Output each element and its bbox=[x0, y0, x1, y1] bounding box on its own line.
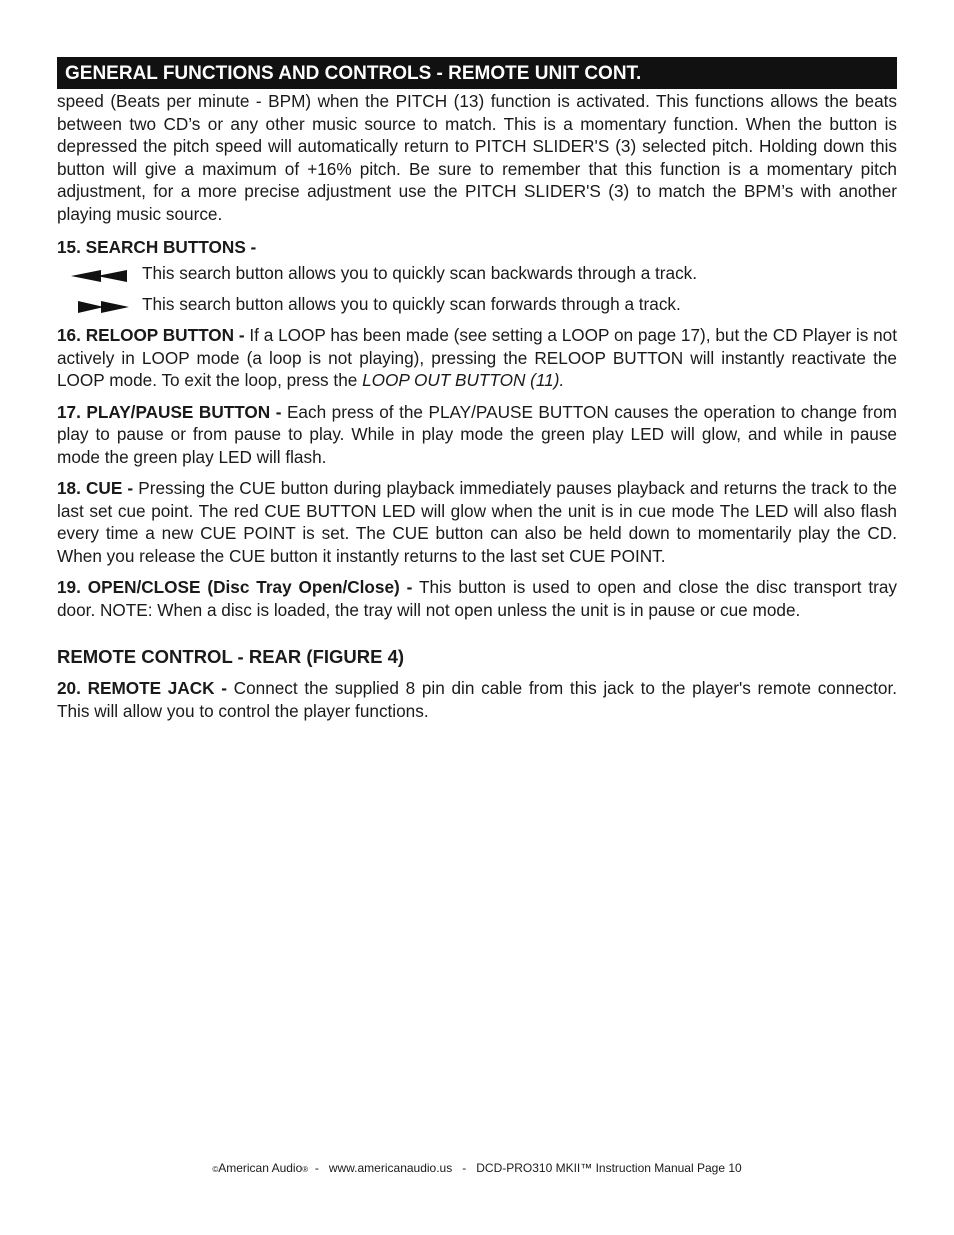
rear-heading: REMOTE CONTROL - REAR (FIGURE 4) bbox=[57, 646, 405, 667]
search-forward-row bbox=[57, 293, 897, 315]
registered-symbol: ® bbox=[302, 1165, 309, 1174]
search-back-row bbox=[57, 262, 897, 284]
footer-brand: American Audio bbox=[218, 1161, 303, 1175]
cue-text: Pressing the CUE button during playback immediately pauses playback and returns the track to the last set cue point. The red CUE BUTTON LED will glow when the unit is in cue mode The LED will also flash every time a new CUE POINT is set. The CUE button can also be held down to momentarily play the CD. When you release the CUE button it instantly returns to the last set CUE POINT. bbox=[57, 478, 897, 566]
cue-paragraph bbox=[57, 477, 897, 567]
play-pause-paragraph bbox=[57, 401, 897, 469]
search-buttons-heading: 15. SEARCH BUTTONS - bbox=[57, 237, 257, 257]
copyright-symbol: © bbox=[212, 1165, 219, 1174]
fast-forward-icon bbox=[71, 297, 129, 319]
remote-jack-paragraph bbox=[57, 677, 897, 722]
reloop-text: If a LOOP has been made (see setting a LOOP on page 17), but the CD Player is not actively in LOOP mode (a loop is not playing), pressing the RELOOP BUTTON will instantly reactivate the LOOP mode. To exit the loop, press the bbox=[57, 325, 897, 390]
play-pause-text: Each press of the PLAY/PAUSE BUTTON causes the operation to change from play to pause or from pause to play. While in play mode the green play LED will glow, and while in pause mode the green play LED will flash. bbox=[57, 401, 898, 467]
page-footer bbox=[0, 1161, 954, 1175]
remote-jack-text: Connect the supplied 8 pin din cable from this jack to the player's remote connector. This will allow you to control the player functions. bbox=[57, 678, 898, 721]
reloop-italic: LOOP OUT BUTTON (11). bbox=[362, 370, 565, 390]
open-close-label: 19. OPEN/CLOSE (Disc Tray Open/Close) - bbox=[57, 577, 413, 597]
remote-jack-label: 20. REMOTE JACK - bbox=[57, 678, 227, 698]
rewind-icon bbox=[71, 266, 129, 288]
footer-text: - www.americanaudio.us - DCD-PRO310 MKII™ Instruction Manual Page 10 bbox=[308, 1161, 742, 1175]
section-header: GENERAL FUNCTIONS AND CONTROLS - REMOTE UNIT CONT. bbox=[57, 57, 897, 89]
open-close-text: This button is used to open and close the disc transport tray door. NOTE: When a disc is loaded, the tray will not open unless the unit is in pause or cue mode. bbox=[57, 577, 897, 620]
reloop-paragraph bbox=[57, 324, 897, 392]
search-forward-text: This search button allows you to quickly scan forwards through a track. bbox=[142, 294, 681, 314]
cue-label: 18. CUE - bbox=[57, 478, 134, 498]
manual-page bbox=[57, 57, 897, 722]
reloop-label: 16. RELOOP BUTTON - bbox=[57, 325, 245, 345]
search-back-text: This search button allows you to quickly scan backwards through a track. bbox=[142, 263, 698, 283]
play-pause-label: 17. PLAY/PAUSE BUTTON - bbox=[57, 401, 282, 422]
open-close-paragraph bbox=[57, 576, 897, 621]
intro-paragraph: speed (Beats per minute - BPM) when the PITCH (13) function is activated. This functions allows the beats between two CD’s or any other music source to match. This is a momentary function. When the button is depressed the pitch speed will automatically return to PITCH SLIDER'S (3) selected pitch. Holding down this button will give a maximum of +16% pitch. Be sure to remember that this function is a momentary pitch adjustment, for a more precise adjustment use the PITCH SLIDER'S (3) to match the BPM’s with another playing music source. bbox=[57, 91, 897, 224]
